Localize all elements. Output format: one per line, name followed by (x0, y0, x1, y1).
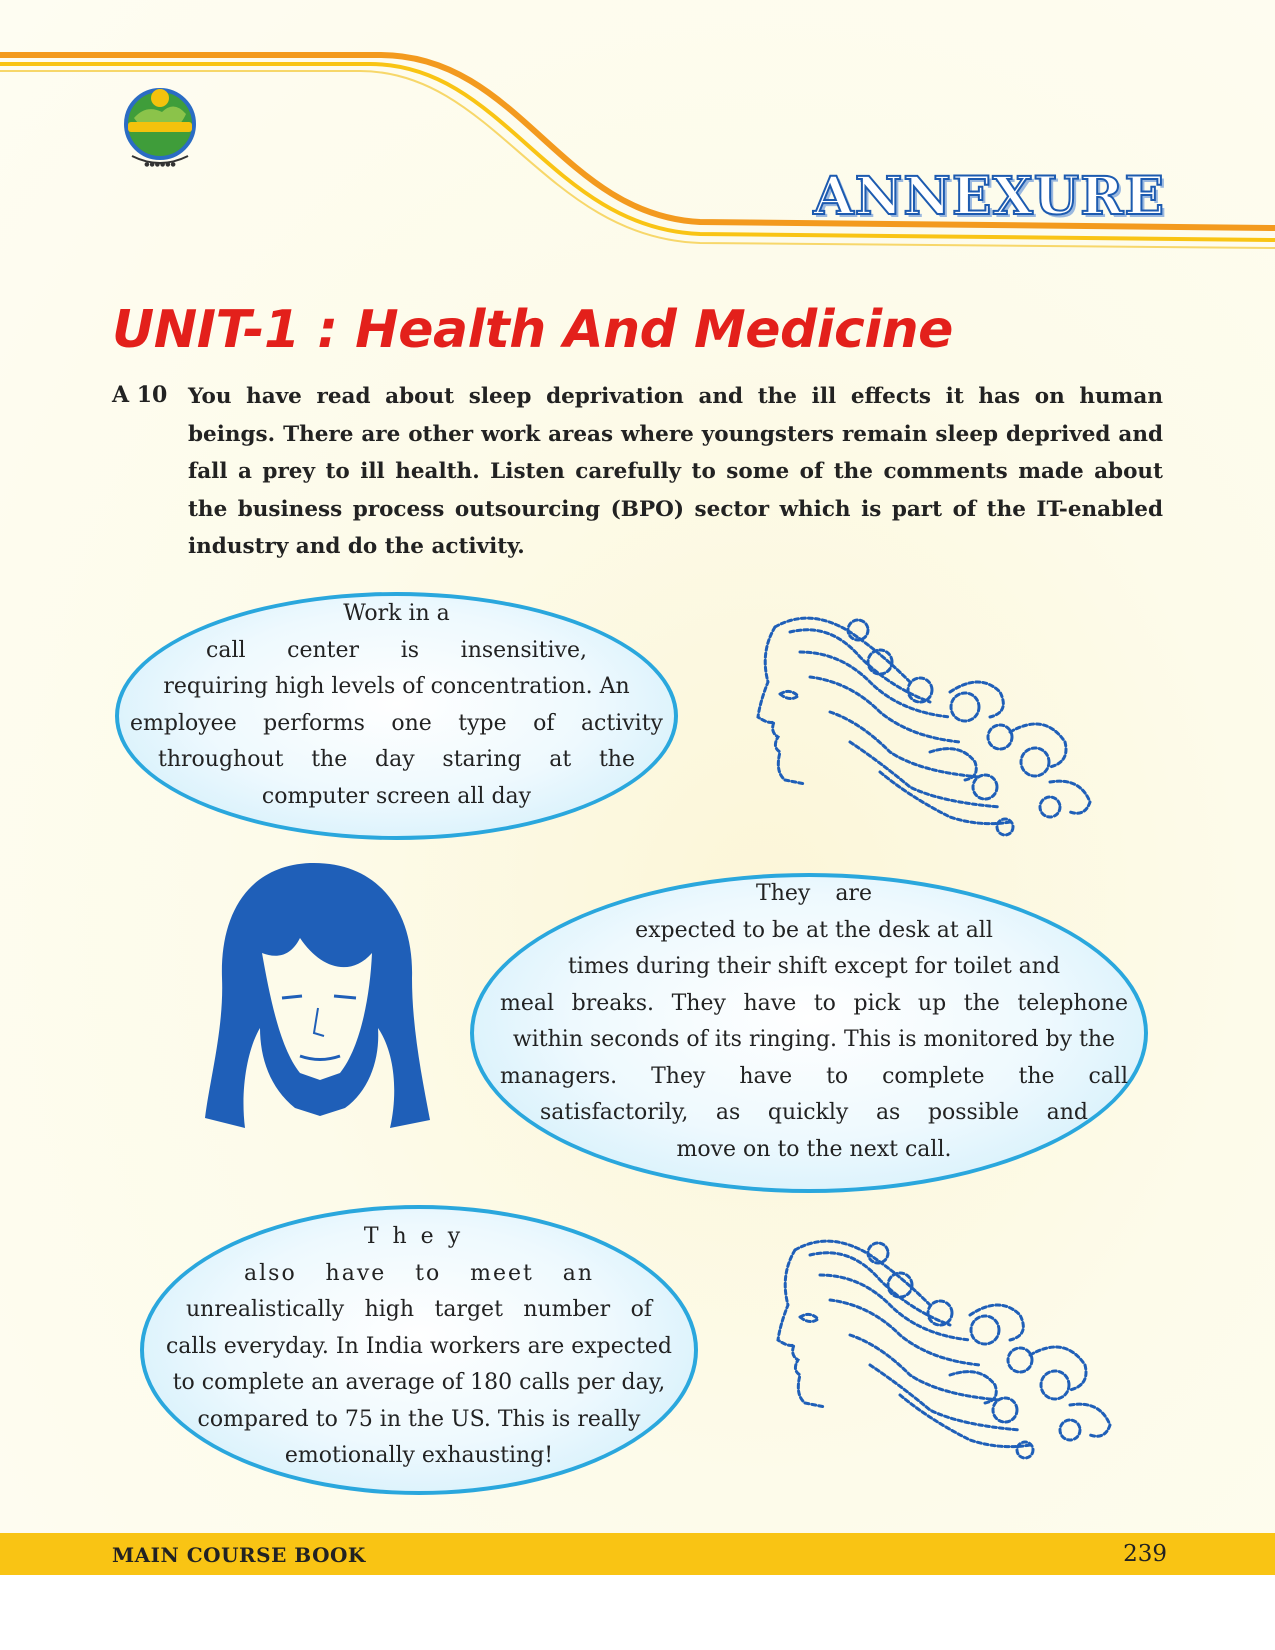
bubble-2-line: meal breaks. They have to pick up the telephone (500, 990, 1128, 1016)
swirl-hair-face-icon (750, 612, 1120, 852)
bubble-2-line: satisfactorily, as quickly as possible and (540, 1100, 1088, 1125)
svg-text:●●●●●●: ●●●●●● (144, 161, 176, 168)
question-number: A 10 (112, 382, 168, 408)
bubble-2-line: They are (756, 881, 872, 906)
bubble-1-line: call center is insensitive, (206, 637, 587, 663)
bubble-1-line: Work in a (343, 601, 450, 626)
bubble-2-line: expected to be at the desk at all (635, 917, 993, 943)
question-text: You have read about sleep deprivation and the ill effects it has on human beings. There are other work areas where youngsters remain sleep deprived and fall a prey to ill health. Listen carefully to some of the comments made about the business process outsourcing (BPO) sector which is part of the IT-enabled industry and do the activity. (188, 384, 1163, 559)
bubble-3-line: to complete an average of 180 calls per day, (172, 1370, 666, 1395)
bubble-3-line: emotionally exhausting! (284, 1443, 554, 1468)
school-logo-icon (112, 78, 208, 174)
bubble-1-line: throughout the day staring at the (158, 747, 635, 772)
bottom-margin (0, 1575, 1275, 1650)
footer-book-title: MAIN COURSE BOOK (112, 1543, 366, 1567)
bubble-3-line: compared to 75 in the US. This is really (197, 1406, 641, 1432)
swirl-hair-face-icon (770, 1235, 1140, 1485)
bubble-3-line: unrealistically high target number of (186, 1297, 652, 1322)
bubble-2-line: move on to the next call. (676, 1136, 952, 1162)
bubble-3-line: calls everyday. In India workers are expected (165, 1333, 673, 1359)
bubble-3-line: also have to meet an (244, 1260, 594, 1286)
bubble-1-line: employee performs one type of activity (130, 710, 663, 736)
bubble-1-line: requiring high levels of concentration. An (163, 674, 630, 699)
section-label: ANNEXURE (813, 166, 1165, 227)
bubble-3-text (152, 1219, 686, 1475)
bubble-2-line: times during their shift except for toilet and (567, 954, 1061, 979)
bubble-1-line: computer screen all day (261, 783, 532, 809)
woman-portrait-icon (200, 858, 435, 1153)
bubble-3-line: They (363, 1224, 475, 1249)
bubble-2-text (484, 876, 1144, 1168)
bubble-1-text (130, 596, 663, 815)
page-number: 239 (1123, 1541, 1167, 1567)
bubble-2-line: within seconds of its ringing. This is monitored by the (512, 1027, 1116, 1052)
bubble-2-line: managers. They have to complete the call (500, 1063, 1128, 1089)
unit-title: UNIT-1 : Health And Medicine (112, 300, 953, 360)
